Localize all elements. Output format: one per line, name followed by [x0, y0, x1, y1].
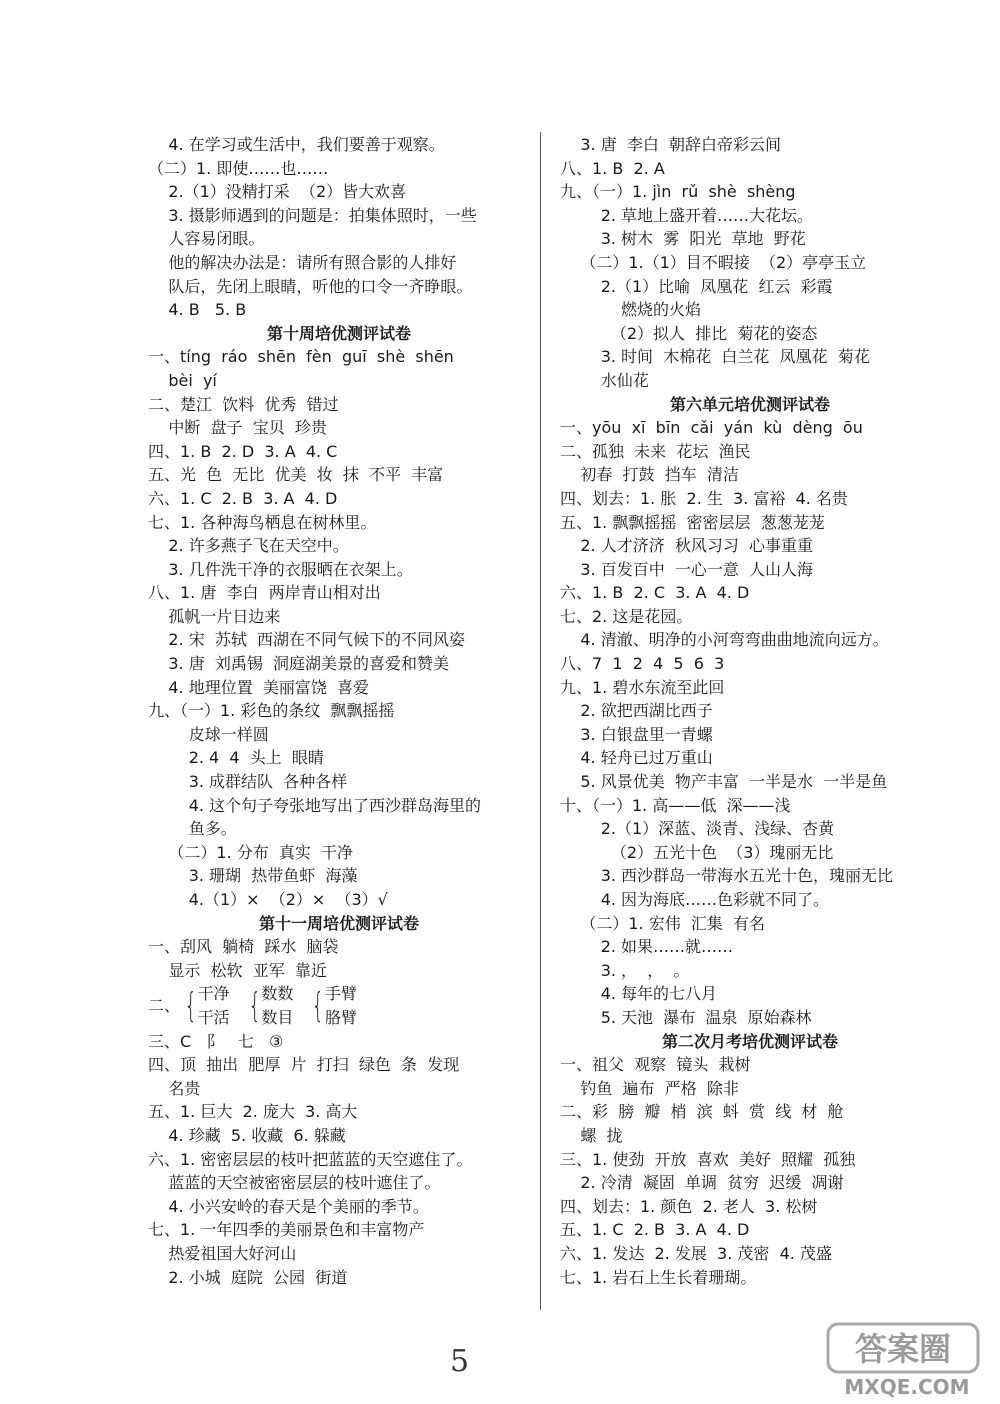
- answer-line: 鱼多。: [148, 819, 237, 839]
- answer-line: 七、1. 各种海鸟栖息在树林里。: [148, 512, 377, 532]
- section-heading: 第十周培优测评试卷: [266, 323, 411, 343]
- answer-line: （二）1. 即使……也……: [148, 158, 329, 178]
- answer-line: 3. 唐 李白 朝辞白帝彩云间: [560, 135, 782, 154]
- watermark-sub-text: MXQE.COM: [844, 1375, 970, 1398]
- answer-line: 孤帆一片日边来: [148, 606, 281, 626]
- answer-line: 初春 打鼓 挡车 清洁: [560, 465, 739, 485]
- answer-line: 二、楚江 饮料 优秀 错过: [148, 394, 339, 414]
- answer-line: 4. 每年的七八月: [560, 984, 718, 1004]
- answer-line: 3. 百发百中 一心一意 人山人海: [560, 559, 814, 579]
- answer-line: 水仙花: [560, 370, 649, 390]
- answer-line: （2）拟人 排比 菊花的姿态: [560, 323, 818, 343]
- brace-group: [244, 982, 294, 1029]
- answer-line: 六、1. C 2. B 3. A 4. D: [148, 488, 338, 508]
- answer-line: 3. 几件洗干净的衣服晒在衣架上。: [148, 559, 413, 579]
- brace-group: [307, 982, 357, 1029]
- answer-line: 五、1. 飘飘摇摇 密密层层 葱葱茏茏: [560, 512, 825, 532]
- answer-line: 2.（1）深蓝、淡青、浅绿、杏黄: [560, 819, 835, 839]
- answer-line: 八、7 1 2 4 5 6 3: [560, 654, 725, 674]
- curly-brace-icon: {: [184, 985, 197, 1026]
- page-number: 5: [450, 1344, 470, 1379]
- section-heading: 第十一周培优测评试卷: [258, 913, 419, 933]
- answer-line: 螺 拢: [560, 1125, 623, 1145]
- answer-line: 2. 4 4 头上 眼睛: [148, 748, 324, 768]
- answer-line: 六、1. B 2. C 3. A 4. D: [560, 583, 750, 603]
- answer-line: 人容易闭眼。: [148, 229, 265, 249]
- brace-row-number: 二、: [148, 996, 181, 1016]
- answer-line: 四、1. B 2. D 3. A 4. C: [148, 441, 338, 461]
- answer-line: 一、刮风 躺椅 踩水 脑袋: [148, 937, 339, 957]
- brace-word: 手臂: [324, 984, 357, 1004]
- brace-group: [180, 982, 230, 1029]
- answer-line: 热爱祖国大好河山: [148, 1243, 297, 1263]
- answer-line: 六、1. 发达 2. 发展 3. 茂密 4. 茂盛: [560, 1243, 832, 1263]
- answer-line: 3. 成群结队 各种各样: [148, 772, 348, 792]
- answer-line: 五、1. C 2. B 3. A 4. D: [560, 1220, 750, 1240]
- answer-line: 队后，先闭上眼睛，听他的口令一齐睁眼。: [148, 276, 473, 296]
- answer-line: 2. 冷清 凝固 单调 贫穷 迟缓 凋谢: [560, 1173, 844, 1193]
- answer-line: 二、彩 膀 瓣 梢 滨 蚪 赏 线 材 舱: [560, 1102, 844, 1122]
- brace-word: 干活: [197, 1007, 230, 1027]
- brace-word: 数数: [261, 984, 294, 1004]
- section-heading: 第六单元培优测评试卷: [669, 394, 830, 414]
- answer-line: 2. 如果……就……: [560, 937, 734, 957]
- answer-line: 五、1. 巨大 2. 庞大 3. 高大: [148, 1102, 358, 1122]
- answer-line: 七、1. 一年四季的美丽景色和丰富物产: [148, 1220, 425, 1240]
- answer-line: 2. 欲把西湖比西子: [560, 701, 713, 721]
- curly-brace-icon: {: [248, 985, 261, 1026]
- answer-line: 四、划去：1. 胀 2. 生 3. 富裕 4. 名贵: [560, 488, 848, 508]
- answer-line: 2. 人才济济 秋风习习 心事重重: [560, 536, 814, 556]
- answer-line: 八、1. 唐 李白 两岸青山相对出: [148, 583, 381, 603]
- answer-line: 皮球一样圆: [148, 724, 269, 744]
- answer-line: 2.（1）比喻 凤凰花 红云 彩霞: [560, 276, 833, 296]
- answer-line: 一、yōu xī bīn cǎi yán kù dèng ōu: [560, 418, 863, 438]
- column-divider: [540, 132, 541, 1310]
- answer-line: 九、（一）1. jìn rǔ shè shèng: [560, 182, 796, 202]
- answer-line: 5. 风景优美 物产丰富 一半是水 一半是鱼: [560, 772, 888, 792]
- answer-line: 4. 珍藏 5. 收藏 6. 躲藏: [148, 1125, 346, 1145]
- answer-line: 二、孤独 未来 花坛 渔民: [560, 441, 751, 461]
- curly-brace-icon: {: [312, 985, 325, 1026]
- watermark-logo: [822, 1322, 992, 1398]
- answer-line: 2.（1）没精打采 （2）皆大欢喜: [148, 182, 407, 202]
- brace-word: 干净: [197, 984, 230, 1004]
- answer-line: 2. 许多燕子飞在天空中。: [148, 536, 349, 556]
- answer-line: 一、祖父 观察 镜头 栽树: [560, 1055, 751, 1075]
- answer-line: 4. 因为海底……色彩就不同了。: [560, 890, 830, 909]
- answer-line: 3. 珊瑚 热带鱼虾 海藻: [148, 866, 358, 886]
- answer-line: 4. 地理位置 美丽富饶 喜爱: [148, 677, 370, 697]
- answer-line: 六、1. 密密层层的枝叶把蓝蓝的天空遮住了。: [148, 1149, 473, 1169]
- answer-line: 2. 草地上盛开着……大花坛。: [560, 205, 814, 225]
- answer-line: 一、tíng ráo shēn fèn guī shè shēn: [148, 347, 454, 367]
- left-answer-column: [148, 133, 530, 1289]
- answer-line: 4. 在学习或生活中，我们要善于观察。: [148, 135, 445, 154]
- section-heading: 第二次月考培优测评试卷: [661, 1031, 838, 1051]
- answer-line: 燃烧的火焰: [560, 300, 702, 320]
- answer-line: 八、1. B 2. A: [560, 158, 665, 178]
- answer-line: 显示 松软 亚军 靠近: [148, 960, 327, 980]
- answer-line: 2. 小城 庭院 公园 街道: [148, 1267, 348, 1287]
- answer-line: 蓝蓝的天空被密密层层的枝叶遮住了。: [148, 1173, 441, 1193]
- answer-line: （二）1.（1）目不暇接 （2）亭亭玉立: [560, 252, 867, 272]
- answer-line: 4. 这个句子夸张地写出了西沙群岛海里的: [148, 795, 482, 815]
- answer-line: 五、光 色 无比 优美 妆 抹 不平 丰富: [148, 465, 444, 485]
- answer-line: 3. 唐 刘禹锡 洞庭湖美景的喜爱和赞美: [148, 654, 450, 674]
- right-answer-column: [560, 133, 940, 1289]
- answer-line: 4.（1）× （2）× （3）√: [148, 890, 388, 909]
- answer-line: 七、1. 岩石上生长着珊瑚。: [560, 1267, 757, 1287]
- answer-line: 九、（一）1. 彩色的条纹 飘飘摇摇: [148, 701, 395, 721]
- answer-line: 3. 摄影师遇到的问题是：拍集体照时，一些: [148, 205, 477, 225]
- answer-line: 钓鱼 遍布 严格 除非: [560, 1078, 739, 1098]
- answer-line: 十、（一）1. 高——低 深——浅: [560, 795, 791, 815]
- answer-line: 4. 轻舟已过万重山: [560, 748, 713, 768]
- answer-line: （二）1. 宏伟 汇集 有名: [560, 913, 766, 933]
- answer-line: 4. B 5. B: [148, 300, 247, 320]
- answer-line: 名贵: [148, 1078, 201, 1098]
- answer-line: 4. 清澈、明净的小河弯弯曲曲地流向远方。: [560, 630, 889, 650]
- answer-line: 中断 盘子 宝贝 珍贵: [148, 418, 327, 438]
- answer-line: （二）1. 分布 真实 干净: [148, 842, 354, 862]
- answer-line: 九、1. 碧水东流至此回: [560, 677, 725, 697]
- answer-line: （2）五光十色 （3）瑰丽无比: [560, 842, 834, 862]
- answer-line: 3. ， ， 。: [560, 960, 690, 980]
- answer-line: 3. 西沙群岛一带海水五光十色，瑰丽无比: [560, 866, 894, 886]
- answer-line: 四、划去：1. 颜色 2. 老人 3. 松树: [560, 1196, 818, 1216]
- answer-line: 3. 树木 雾 阳光 草地 野花: [560, 229, 806, 249]
- answer-line: 4. 小兴安岭的春天是个美丽的季节。: [148, 1196, 429, 1216]
- answer-line: bèi yí: [148, 370, 217, 390]
- answer-line: 他的解决办法是：请所有照合影的人排好: [148, 252, 457, 272]
- answer-line: 2. 宋 苏轼 西湖在不同气候下的不同风姿: [148, 630, 466, 650]
- answer-line: 三、1. 使劲 开放 喜欢 美好 照耀 孤独: [560, 1149, 856, 1169]
- brace-word: 胳臂: [324, 1007, 357, 1027]
- answer-line: 3. 时间 木棉花 白兰花 凤凰花 菊花: [560, 347, 870, 367]
- answer-line: 5. 天池 瀑布 温泉 原始森林: [560, 1007, 812, 1027]
- answer-line: 七、2. 这是花园。: [560, 606, 693, 626]
- answer-line: 3. 白银盘里一青螺: [560, 724, 713, 744]
- answer-line: 三、C 阝 七 ③: [148, 1031, 284, 1051]
- watermark-main-text: 答案圈: [854, 1330, 952, 1368]
- brace-answer-row: [148, 982, 530, 1029]
- answer-line: 四、顶 抽出 肥厚 片 打扫 绿色 条 发现: [148, 1055, 460, 1075]
- brace-word: 数目: [261, 1007, 294, 1027]
